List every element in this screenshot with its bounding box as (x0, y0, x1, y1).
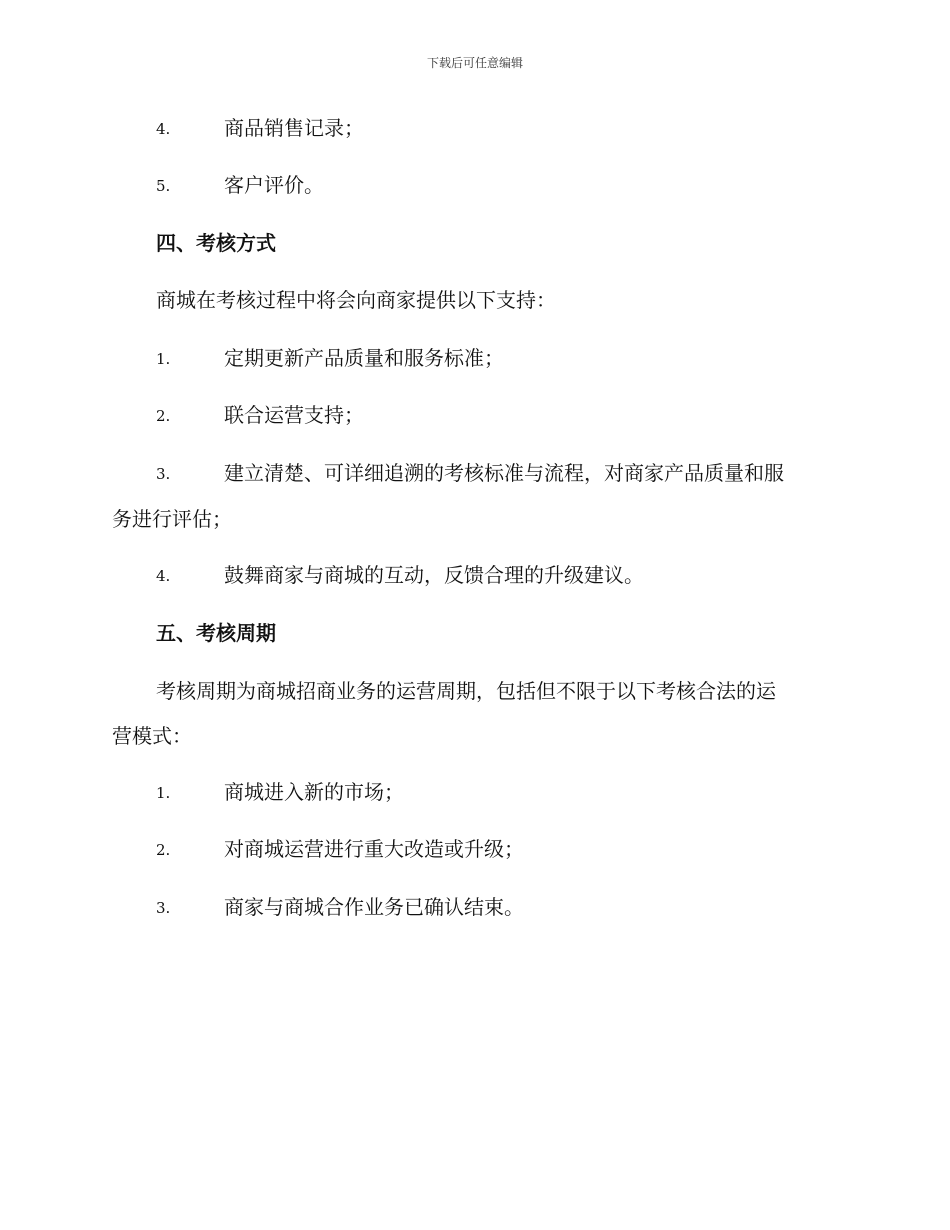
paragraph: 考核周期为商城招商业务的运营周期，包括但不限于以下考核合法的运 (156, 679, 776, 703)
list-item-text: 商家与商城合作业务已确认结束。 (224, 895, 524, 919)
list-item-text: 客户评价。 (224, 173, 324, 197)
page-header: 下载后可任意编辑 (426, 56, 523, 70)
section-heading: 四、考核方式 (156, 231, 276, 255)
list-item-number: 4. (156, 567, 171, 585)
list-item-number: 5. (156, 177, 171, 195)
list-item-number: 2. (156, 841, 171, 859)
list-item-number: 3. (156, 899, 171, 917)
list-item-number: 2. (156, 407, 171, 425)
list-item-text: 定期更新产品质量和服务标准； (224, 346, 504, 370)
list-item-number: 1. (156, 784, 171, 802)
section-heading: 五、考核周期 (156, 621, 276, 645)
list-item-number: 1. (156, 350, 171, 368)
list-item-text: 商城进入新的市场； (224, 780, 404, 804)
list-item-text: 鼓舞商家与商城的互动，反馈合理的升级建议。 (224, 563, 644, 587)
list-item-text: 对商城运营进行重大改造或升级； (224, 837, 524, 861)
list-item-text: 商品销售记录； (224, 116, 364, 140)
paragraph-continuation: 营模式： (112, 724, 192, 748)
list-item-text: 联合运营支持； (224, 403, 364, 427)
list-item-text-continuation: 务进行评估； (112, 507, 232, 531)
list-item-number: 4. (156, 120, 171, 138)
list-item-number: 3. (156, 465, 171, 483)
paragraph: 商城在考核过程中将会向商家提供以下支持： (156, 288, 556, 312)
list-item-text: 建立清楚、可详细追溯的考核标准与流程，对商家产品质量和服 (224, 461, 784, 485)
